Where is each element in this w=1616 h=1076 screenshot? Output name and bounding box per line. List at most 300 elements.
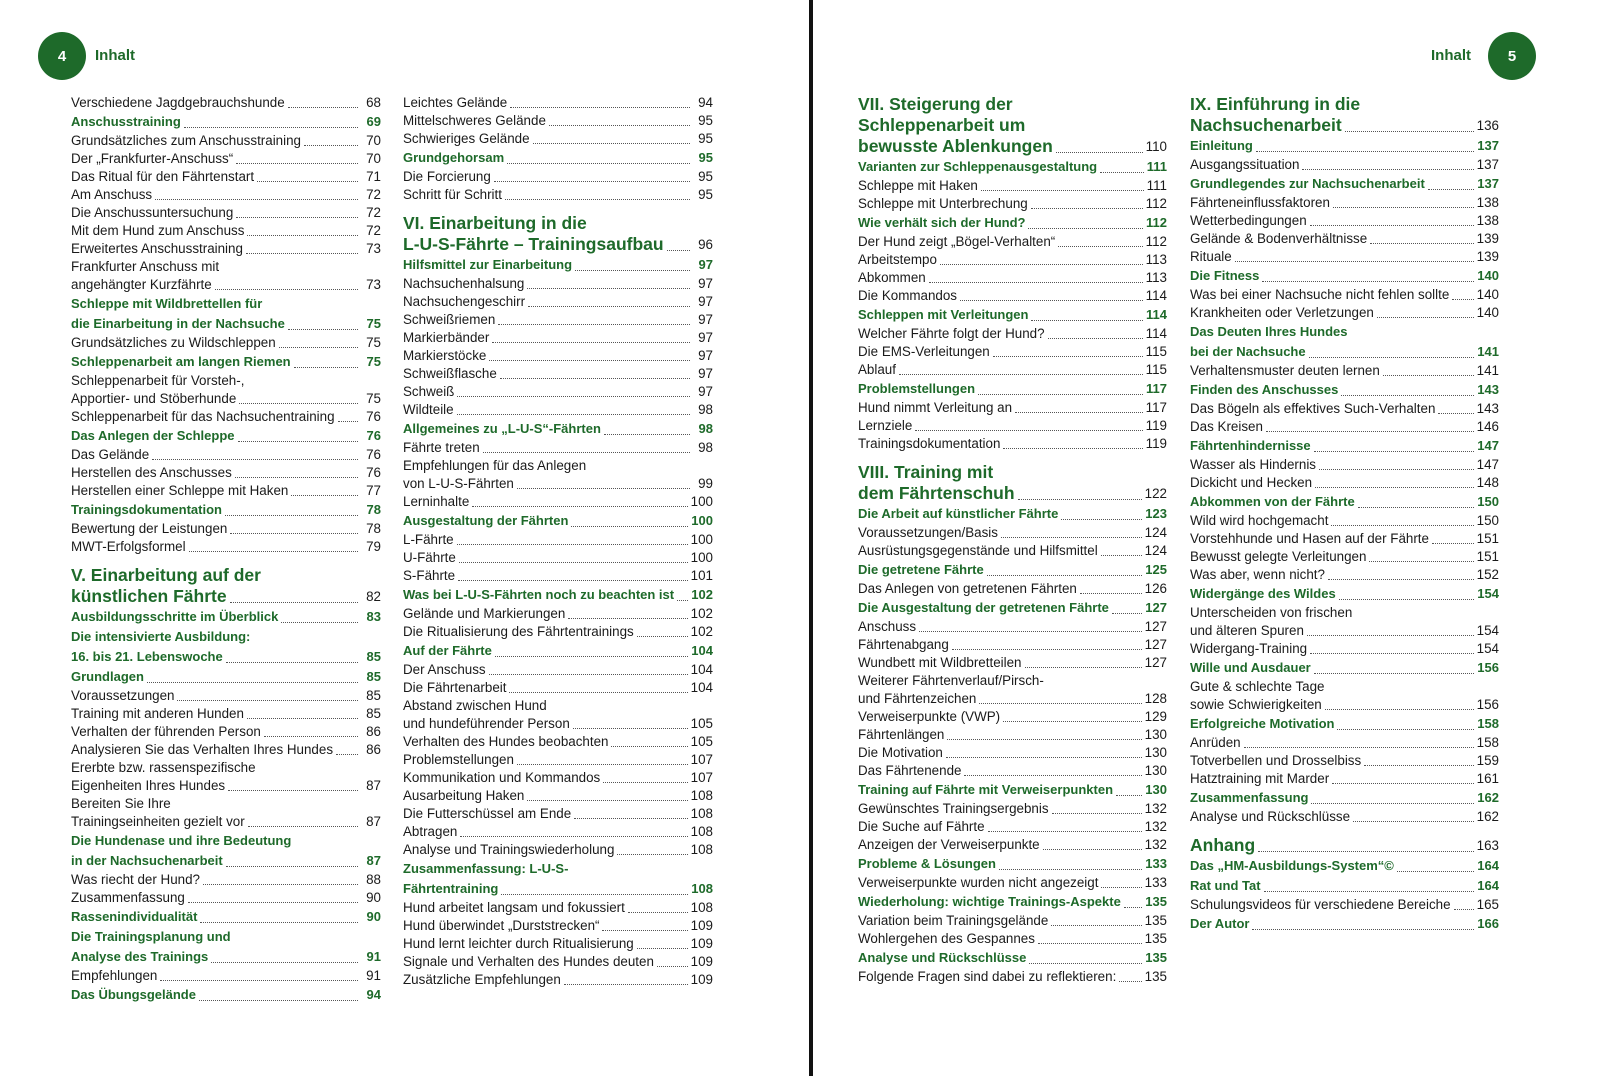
toc-entry-line[interactable]: Weiterer Fährtenverlauf/Pirsch- <box>858 673 1044 688</box>
toc-page-number: 94 <box>698 95 713 110</box>
toc-entry-label: Rituale <box>1190 249 1232 264</box>
dot-leader <box>457 414 690 415</box>
dot-leader <box>1025 667 1142 668</box>
toc-entry[interactable] <box>858 417 1167 435</box>
toc-section-entry[interactable] <box>403 641 713 661</box>
toc-entry[interactable] <box>403 769 713 787</box>
toc-entry-label: Erfolgreiche Motivation <box>1190 716 1335 731</box>
dot-leader <box>568 618 687 619</box>
toc-section-entry[interactable] <box>71 907 381 927</box>
toc-entry-label: Widergänge des Wildes <box>1190 586 1336 601</box>
toc-page-number: 91 <box>366 968 381 983</box>
toc-page-number: 108 <box>690 806 713 821</box>
toc-entry-line[interactable]: Ererbte bzw. rassenspezifische <box>71 760 256 775</box>
toc-entry[interactable] <box>71 777 381 795</box>
chapter-heading[interactable] <box>1190 835 1499 856</box>
toc-entry[interactable] <box>403 679 713 697</box>
toc-entry-label: Schwieriges Gelände <box>403 131 530 146</box>
toc-entry[interactable] <box>1190 808 1499 826</box>
chapter-heading[interactable] <box>71 586 381 607</box>
toc-entry[interactable] <box>71 967 381 985</box>
toc-entry[interactable] <box>858 968 1167 986</box>
toc-section-entry[interactable] <box>71 500 381 520</box>
toc-entry[interactable] <box>403 275 713 293</box>
dot-leader <box>225 515 358 516</box>
toc-entry[interactable] <box>1190 248 1499 266</box>
toc-entry[interactable] <box>858 233 1167 251</box>
toc-entry[interactable] <box>1190 400 1499 418</box>
toc-entry[interactable] <box>403 293 713 311</box>
toc-entry[interactable] <box>858 744 1167 762</box>
toc-entry[interactable] <box>1190 212 1499 230</box>
toc-entry-label: Wie verhält sich der Hund? <box>858 215 1026 230</box>
toc-entry[interactable] <box>403 439 713 457</box>
dot-leader <box>338 421 358 422</box>
toc-entry-label: und älteren Spuren <box>1190 623 1304 638</box>
toc-entry[interactable] <box>403 823 713 841</box>
toc-entry[interactable] <box>858 636 1167 654</box>
toc-entry-label: Fährteneinflussfaktoren <box>1190 195 1330 210</box>
toc-entry[interactable] <box>858 874 1167 892</box>
toc-entry-label: Die Forcierung <box>403 169 491 184</box>
toc-entry[interactable] <box>858 708 1167 726</box>
toc-entry[interactable] <box>403 841 713 859</box>
dot-leader <box>1119 981 1141 982</box>
chapter-heading-line[interactable]: VIII. Training mit <box>858 462 994 482</box>
dot-leader <box>1454 909 1474 910</box>
toc-entry[interactable] <box>71 132 381 150</box>
toc-entry[interactable] <box>71 204 381 222</box>
toc-entry-label: Verhalten der führenden Person <box>71 724 261 739</box>
toc-entry-label: Markierstöcke <box>403 348 487 363</box>
toc-entry[interactable] <box>858 361 1167 379</box>
toc-page-number: 111 <box>1146 159 1167 174</box>
toc-entry-label: Grundgehorsam <box>403 150 505 165</box>
toc-entry[interactable] <box>858 399 1167 417</box>
toc-section-entry[interactable] <box>71 426 381 446</box>
dot-leader <box>549 125 690 126</box>
toc-entry[interactable] <box>71 871 381 889</box>
toc-section-entry[interactable] <box>71 352 381 372</box>
toc-entry[interactable] <box>1190 734 1499 752</box>
dot-leader <box>248 826 358 827</box>
chapter-heading-line[interactable]: VII. Steigerung der <box>858 94 1013 114</box>
chapter-heading[interactable] <box>858 136 1167 157</box>
toc-page-number: 100 <box>690 494 713 509</box>
toc-entry[interactable] <box>403 475 713 493</box>
toc-page-number: 154 <box>1476 623 1499 638</box>
toc-entry[interactable] <box>1190 418 1499 436</box>
toc-section-entry[interactable] <box>71 851 381 871</box>
toc-entry[interactable] <box>71 813 381 831</box>
toc-section-entry[interactable] <box>858 560 1167 580</box>
dot-leader <box>1353 821 1474 822</box>
toc-entry-label: Auf der Fährte <box>403 643 492 658</box>
toc-entry-label: Krankheiten oder Verletzungen <box>1190 305 1374 320</box>
dot-leader <box>1345 131 1474 132</box>
toc-section-entry[interactable] <box>858 213 1167 233</box>
toc-entry[interactable] <box>403 787 713 805</box>
chapter-heading-line[interactable]: V. Einarbeitung auf der <box>71 565 261 585</box>
dot-leader <box>228 790 358 791</box>
toc-section-entry[interactable] <box>858 854 1167 874</box>
toc-entry[interactable] <box>71 168 381 186</box>
toc-entry-label: Rassenindividualität <box>71 909 198 924</box>
toc-entry[interactable] <box>403 112 713 130</box>
toc-entry[interactable] <box>1190 156 1499 174</box>
toc-entry[interactable] <box>1190 622 1499 640</box>
dot-leader <box>1031 208 1143 209</box>
toc-entry[interactable] <box>71 446 381 464</box>
toc-entry[interactable] <box>71 150 381 168</box>
toc-entry[interactable] <box>1190 304 1499 322</box>
toc-page-number: 152 <box>1476 567 1499 582</box>
toc-section-entry[interactable] <box>858 379 1167 399</box>
toc-entry[interactable] <box>71 687 381 705</box>
toc-page-number: 115 <box>1145 344 1167 359</box>
chapter-heading-line[interactable]: IX. Einführung in die <box>1190 94 1361 114</box>
toc-entry[interactable] <box>1190 230 1499 248</box>
toc-entry[interactable] <box>1190 548 1499 566</box>
toc-entry-label: Welcher Fährte folgt der Hund? <box>858 326 1045 341</box>
toc-entry[interactable] <box>71 408 381 426</box>
toc-entry[interactable] <box>71 723 381 741</box>
toc-section-entry[interactable] <box>403 879 713 899</box>
toc-column <box>403 94 713 989</box>
toc-page-number: 115 <box>1145 362 1167 377</box>
toc-section-entry[interactable] <box>403 511 713 531</box>
dot-leader <box>507 163 690 164</box>
toc-entry-label: Mit dem Hund zum Anschuss <box>71 223 245 238</box>
toc-entry-line[interactable]: Schleppe mit Wildbrettellen für <box>71 296 263 311</box>
toc-entry[interactable] <box>403 329 713 347</box>
toc-entry[interactable] <box>1190 752 1499 770</box>
toc-entry[interactable] <box>71 482 381 500</box>
toc-entry[interactable] <box>1190 286 1499 304</box>
toc-entry[interactable] <box>71 705 381 723</box>
toc-page-number: 82 <box>366 589 381 604</box>
toc-entry[interactable] <box>71 538 381 556</box>
toc-page-number: 75 <box>366 354 381 369</box>
dot-leader <box>1369 561 1473 562</box>
toc-page-number: 102 <box>690 624 713 639</box>
dot-leader <box>1331 525 1473 526</box>
toc-entry[interactable] <box>858 726 1167 744</box>
dot-leader <box>637 948 688 949</box>
toc-page-number: 102 <box>691 587 713 602</box>
dot-leader <box>988 831 1142 832</box>
toc-entry[interactable] <box>1190 566 1499 584</box>
toc-entry[interactable] <box>1190 474 1499 492</box>
toc-entry[interactable] <box>71 464 381 482</box>
toc-entry[interactable] <box>858 912 1167 930</box>
toc-entry[interactable] <box>403 130 713 148</box>
toc-entry[interactable] <box>1190 194 1499 212</box>
toc-entry-label: Ablauf <box>858 362 896 377</box>
dot-leader <box>1101 887 1141 888</box>
toc-entry-label: Verschiedene Jagdgebrauchshunde <box>71 95 285 110</box>
toc-entry[interactable] <box>71 94 381 112</box>
toc-entry[interactable] <box>71 240 381 258</box>
toc-entry[interactable] <box>403 751 713 769</box>
chapter-heading[interactable] <box>858 483 1167 504</box>
toc-entry-label: Trainingsdokumentation <box>858 436 1001 451</box>
toc-entry[interactable] <box>403 365 713 383</box>
toc-entry-line[interactable]: Schleppenarbeit für Vorsteh-, <box>71 373 245 388</box>
toc-section-entry[interactable] <box>1190 136 1499 156</box>
toc-entry[interactable] <box>403 168 713 186</box>
toc-section-entry[interactable] <box>1190 856 1499 876</box>
dot-leader <box>1052 813 1142 814</box>
toc-entry-label: Die Fährtenarbeit <box>403 680 507 695</box>
toc-section-entry[interactable] <box>1190 584 1499 604</box>
toc-section-entry[interactable] <box>858 948 1167 968</box>
toc-page-number: 87 <box>366 853 381 868</box>
toc-entry-line[interactable]: Abstand zwischen Hund <box>403 698 547 713</box>
dot-leader <box>160 980 358 981</box>
toc-entry-line[interactable]: Das Deuten Ihres Hundes <box>1190 324 1348 339</box>
toc-entry-label: Ausgangssituation <box>1190 157 1300 172</box>
toc-entry[interactable] <box>71 390 381 408</box>
toc-section-entry[interactable] <box>71 607 381 627</box>
toc-entry[interactable] <box>403 715 713 733</box>
dot-leader <box>573 728 688 729</box>
toc-entry[interactable] <box>403 401 713 419</box>
toc-entry[interactable] <box>403 917 713 935</box>
toc-entry[interactable] <box>71 276 381 294</box>
toc-section-entry[interactable] <box>858 780 1167 800</box>
dot-leader <box>1116 795 1142 796</box>
toc-entry-label: Wild wird hochgemacht <box>1190 513 1329 528</box>
toc-entry-label: Was aber, wenn nicht? <box>1190 567 1325 582</box>
toc-entry-line[interactable]: Zusammenfassung: L-U-S- <box>403 861 569 876</box>
toc-section-entry[interactable] <box>858 598 1167 618</box>
toc-page-number: 76 <box>366 409 381 424</box>
dot-leader <box>1028 228 1143 229</box>
toc-entry[interactable] <box>403 347 713 365</box>
chapter-heading-line[interactable]: VI. Einarbeitung in die <box>403 213 587 233</box>
toc-entry-line[interactable]: Gute & schlechte Tage <box>1190 679 1325 694</box>
toc-entry-label: Voraussetzungen/Basis <box>858 525 998 540</box>
toc-entry[interactable] <box>403 935 713 953</box>
toc-entry[interactable] <box>1190 456 1499 474</box>
toc-entry[interactable] <box>403 899 713 917</box>
toc-section-entry[interactable] <box>1190 174 1499 194</box>
chapter-heading[interactable] <box>403 234 713 255</box>
toc-page-number: 69 <box>366 114 381 129</box>
toc-entry-label: Verhalten des Hundes beobachten <box>403 734 609 749</box>
toc-entry[interactable] <box>1190 530 1499 548</box>
toc-entry-line[interactable]: Die Hundenase und ihre Bedeutung <box>71 833 292 848</box>
toc-page-number: 73 <box>366 241 381 256</box>
toc-entry[interactable] <box>403 186 713 204</box>
toc-entry[interactable] <box>1190 640 1499 658</box>
toc-entry[interactable] <box>1190 512 1499 530</box>
toc-entry[interactable] <box>403 311 713 329</box>
toc-page-number: 148 <box>1476 475 1499 490</box>
toc-page-number: 96 <box>698 237 713 252</box>
toc-entry-label: Gewünschtes Trainingsergebnis <box>858 801 1049 816</box>
toc-entry[interactable] <box>858 654 1167 672</box>
toc-section-entry[interactable] <box>858 157 1167 177</box>
toc-entry-label: Schweißflasche <box>403 366 497 381</box>
toc-entry[interactable] <box>71 889 381 907</box>
toc-entry[interactable] <box>403 94 713 112</box>
toc-page-number: 140 <box>1476 305 1499 320</box>
toc-entry-label: Schulungsvideos für verschiedene Bereiche <box>1190 897 1451 912</box>
toc-section-entry[interactable] <box>1190 266 1499 286</box>
toc-entry-line[interactable]: Die Trainingsplanung und <box>71 929 231 944</box>
toc-page-number: 100 <box>690 532 713 547</box>
toc-section-entry[interactable] <box>1190 714 1499 734</box>
toc-page-number: 136 <box>1476 118 1499 133</box>
toc-entry[interactable] <box>71 222 381 240</box>
toc-page-number: 108 <box>690 900 713 915</box>
toc-entry[interactable] <box>71 186 381 204</box>
dot-leader <box>915 430 1142 431</box>
toc-entry[interactable] <box>858 542 1167 560</box>
toc-entry-label: Ausarbeitung Haken <box>403 788 525 803</box>
toc-section-entry[interactable] <box>403 585 713 605</box>
toc-entry[interactable] <box>858 435 1167 453</box>
toc-entry[interactable] <box>858 762 1167 780</box>
toc-section-entry[interactable] <box>71 985 381 1005</box>
dot-leader <box>1003 448 1142 449</box>
toc-entry[interactable] <box>858 287 1167 305</box>
toc-entry-line[interactable]: Empfehlungen für das Anlegen <box>403 458 587 473</box>
toc-entry[interactable] <box>71 741 381 759</box>
toc-entry[interactable] <box>858 177 1167 195</box>
toc-entry[interactable] <box>1190 896 1499 914</box>
toc-section-entry[interactable] <box>1190 914 1499 934</box>
dot-leader <box>1244 747 1474 748</box>
toc-entry-label: Wetterbedingungen <box>1190 213 1307 228</box>
toc-entry[interactable] <box>403 733 713 751</box>
toc-entry[interactable] <box>403 549 713 567</box>
toc-entry[interactable] <box>403 605 713 623</box>
toc-entry-label: Training mit anderen Hunden <box>71 706 244 721</box>
toc-entry[interactable] <box>858 690 1167 708</box>
toc-section-entry[interactable] <box>1190 342 1499 362</box>
toc-entry[interactable] <box>71 334 381 352</box>
toc-section-entry[interactable] <box>403 419 713 439</box>
dot-leader <box>978 394 1143 395</box>
toc-entry-line[interactable]: Die intensivierte Ausbildung: <box>71 629 251 644</box>
dot-leader <box>1029 963 1142 964</box>
toc-page-number: 86 <box>366 742 381 757</box>
toc-entry-line[interactable]: Unterscheiden von frischen <box>1190 605 1353 620</box>
toc-entry-label: 16. bis 21. Lebenswoche <box>71 649 223 664</box>
toc-entry-label: Analyse und Rückschlüsse <box>858 950 1027 965</box>
dot-leader <box>527 288 690 289</box>
toc-entry[interactable] <box>858 251 1167 269</box>
toc-section-entry[interactable] <box>1190 876 1499 896</box>
toc-entry[interactable] <box>858 836 1167 854</box>
toc-entry[interactable] <box>858 524 1167 542</box>
toc-entry[interactable] <box>858 800 1167 818</box>
toc-section-entry[interactable] <box>1190 492 1499 512</box>
toc-entry[interactable] <box>1190 770 1499 788</box>
toc-entry[interactable] <box>403 805 713 823</box>
toc-section-entry[interactable] <box>1190 658 1499 678</box>
toc-section-entry[interactable] <box>403 148 713 168</box>
dot-leader <box>1112 613 1142 614</box>
toc-entry[interactable] <box>403 531 713 549</box>
dot-leader <box>509 692 687 693</box>
toc-entry-label: Allgemeines zu „L-U-S“-Fährten <box>403 421 601 436</box>
toc-entry-label: und hundeführender Person <box>403 716 570 731</box>
toc-entry[interactable] <box>858 580 1167 598</box>
toc-entry[interactable] <box>403 623 713 641</box>
toc-section-entry[interactable] <box>1190 436 1499 456</box>
toc-entry[interactable] <box>1190 362 1499 380</box>
toc-entry-line[interactable]: Bereiten Sie Ihre <box>71 796 171 811</box>
toc-section-entry[interactable] <box>858 504 1167 524</box>
toc-section-entry[interactable] <box>858 305 1167 325</box>
toc-section-entry[interactable] <box>858 892 1167 912</box>
toc-page-number: 97 <box>698 366 713 381</box>
toc-page-number: 108 <box>690 842 713 857</box>
toc-section-entry[interactable] <box>403 255 713 275</box>
toc-entry[interactable] <box>1190 696 1499 714</box>
toc-entry[interactable] <box>858 269 1167 287</box>
toc-entry[interactable] <box>71 520 381 538</box>
toc-entry[interactable] <box>403 567 713 585</box>
toc-entry[interactable] <box>858 618 1167 636</box>
toc-page-number: 154 <box>1476 641 1499 656</box>
toc-page-number: 102 <box>690 606 713 621</box>
toc-entry-label: Anrüden <box>1190 735 1241 750</box>
toc-section-entry[interactable] <box>71 947 381 967</box>
toc-entry[interactable] <box>858 818 1167 836</box>
dot-leader <box>304 145 358 146</box>
toc-entry[interactable] <box>858 195 1167 213</box>
dot-leader <box>1124 907 1142 908</box>
toc-section-entry[interactable] <box>1190 380 1499 400</box>
toc-entry[interactable] <box>403 493 713 511</box>
toc-entry[interactable] <box>403 953 713 971</box>
toc-entry-line[interactable]: Frankfurter Anschuss mit <box>71 259 220 274</box>
toc-section-entry[interactable] <box>1190 788 1499 808</box>
chapter-heading-line[interactable]: Schleppenarbeit um <box>858 115 1026 135</box>
toc-entry-label: Schleppen mit Verleitungen <box>858 307 1029 322</box>
chapter-heading[interactable] <box>1190 115 1499 136</box>
toc-entry[interactable] <box>858 930 1167 948</box>
toc-page-number: 130 <box>1144 727 1167 742</box>
toc-page-number: 127 <box>1145 600 1167 615</box>
toc-entry[interactable] <box>858 325 1167 343</box>
toc-section-entry[interactable] <box>71 112 381 132</box>
toc-section-entry[interactable] <box>71 667 381 687</box>
dot-leader <box>919 631 1142 632</box>
toc-entry[interactable] <box>403 661 713 679</box>
toc-entry-label: Das Bögeln als effektives Such-Verhalten <box>1190 401 1436 416</box>
toc-section-entry[interactable] <box>71 314 381 334</box>
toc-entry-label: Die Motivation <box>858 745 943 760</box>
toc-entry-label: Das Anlegen von getretenen Fährten <box>858 581 1077 596</box>
toc-entry[interactable] <box>403 383 713 401</box>
toc-entry[interactable] <box>858 343 1167 361</box>
toc-entry-label: Hund arbeitet langsam und fokussiert <box>403 900 625 915</box>
toc-entry[interactable] <box>403 971 713 989</box>
toc-page-number: 95 <box>698 187 713 202</box>
dot-leader <box>1432 543 1474 544</box>
dot-leader <box>960 300 1143 301</box>
toc-entry-label: Voraussetzungen <box>71 688 175 703</box>
toc-section-entry[interactable] <box>71 647 381 667</box>
toc-page-number: 147 <box>1477 438 1499 453</box>
dot-leader <box>637 636 688 637</box>
